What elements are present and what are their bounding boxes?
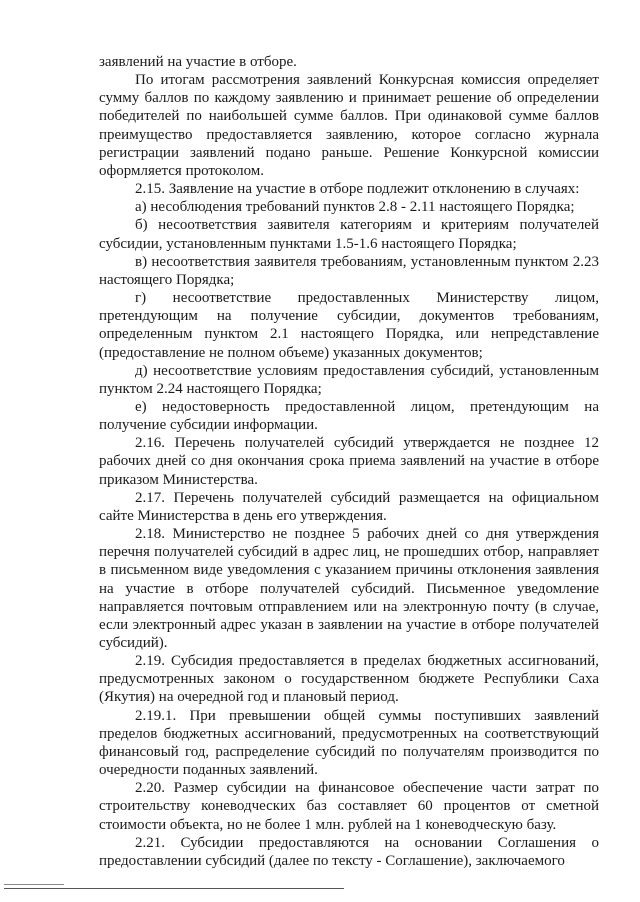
paragraph-2-18: 2.18. Министерство не позднее 5 рабочих дней со дня утверждения перечня получателей субсидий в адрес лиц, не прошедших отбор, направляет в письменном виде уведомления с указанием причины отклонения заявления на участие в отборе получателей субсидий. Письменное уведомление направляется почтовым отправлением или на электронную почту (в случае, если электронный адрес указан в заявлении на участие в отборе получателей субсидий). xyxy=(99,526,599,651)
scan-edge-mark xyxy=(4,884,64,885)
paragraph-commission-results: По итогам рассмотрения заявлений Конкурсная комиссия определяет сумму баллов по каждому заявлению и принимает решение об определении победителей по наибольшей сумме баллов. При одинаковой сумме баллов преимущество предоставляется заявлению, которое согласно журнала регистрации заявлений подано раньше. Решение Конкурсной комиссии оформляется протоколом. xyxy=(99,72,599,179)
paragraph-2-19-1: 2.19.1. При превышении общей суммы поступивших заявлений пределов бюджетных ассигнований, предусмотренных на соответствующий финансовый год, распределение субсидий по получателям производится по очередности поданных заявлений. xyxy=(99,707,599,779)
scan-bottom-rule xyxy=(4,888,344,889)
paragraph-2-15-d: д) несоответствие условиям предоставления субсидий, установленным пунктом 2.24 настоящего Порядка; xyxy=(99,362,599,397)
paragraph-2-15-a: а) несоблюдения требований пунктов 2.8 - 2.11 настоящего Порядка; xyxy=(135,199,575,216)
paragraph-2-20: 2.20. Размер субсидии на финансовое обеспечение части затрат по строительству коневодческих баз составляет 60 процентов от сметной стоимости объекта, но не более 1 млн. рублей на 1 коневодческую базу. xyxy=(99,780,599,833)
document-page xyxy=(99,53,599,870)
paragraph-2-15-e: е) недостоверность предоставленной лицом, претендующим на получение субсидии информации. xyxy=(99,398,599,434)
paragraph-2-21: 2.21. Субсидии предоставляются на основании Соглашения о предоставлении субсидий (далее по тексту - Соглашение), заключаемого xyxy=(99,834,599,869)
paragraph-2-15-b: б) несоответствия заявителя категориям и критериям получателей субсидии, установленным пунктами 1.5-1.6 настоящего Порядка; xyxy=(99,217,599,252)
paragraph-2-19: 2.19. Субсидия предоставляется в пределах бюджетных ассигнований, предусмотренных законом о государственном бюджете Республики Саха (Якутия) на очередной год и плановый период. xyxy=(99,653,599,706)
paragraph-2-15-g: г) несоответствие предоставленных Министерству лицом, претендующим на получение субсидии, документов требованиям, определенным пунктом 2.1 настоящего Порядка, или непредставление (предоставление не полном объеме) указанных документов; xyxy=(99,290,599,361)
paragraph-2-15: 2.15. Заявление на участие в отборе подлежит отклонению в случаях: xyxy=(135,181,580,198)
paragraph-2-16: 2.16. Перечень получателей субсидий утверждается не позднее 12 рабочих дней со дня окончания срока приема заявлений на участие в отборе приказом Министерства. xyxy=(99,435,599,488)
paragraph-continuation: заявлений на участие в отборе. xyxy=(99,54,297,70)
paragraph-2-15-v: в) несоответствия заявителя требованиям, установленным пунктом 2.23 настоящего Порядка; xyxy=(99,253,599,288)
paragraph-2-17: 2.17. Перечень получателей субсидий размещается на официальном сайте Министерства в день его утверждения. xyxy=(99,489,599,524)
